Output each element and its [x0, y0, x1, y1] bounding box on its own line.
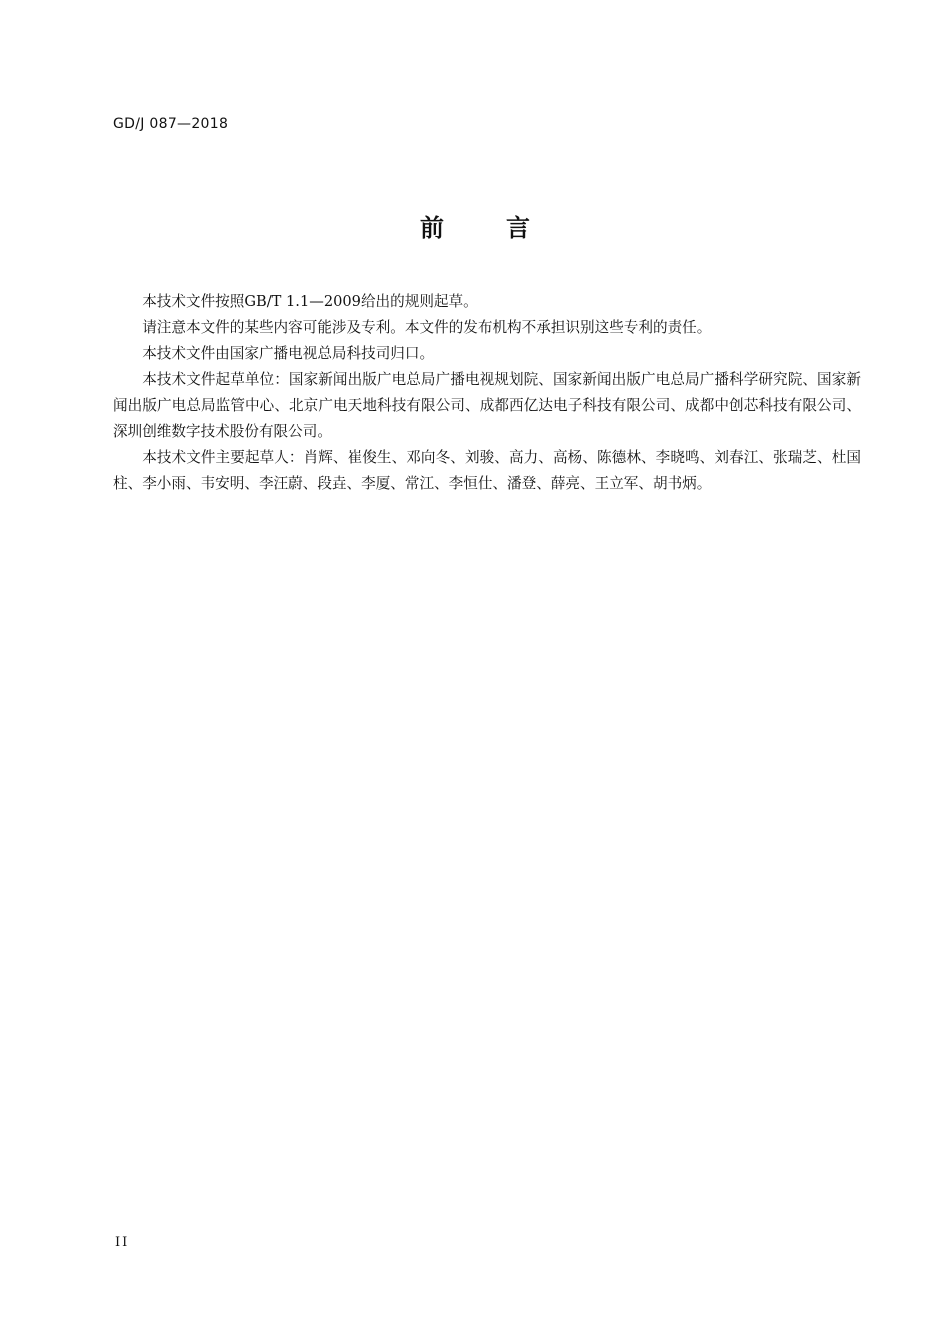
preface-body	[113, 289, 861, 497]
paragraph-patent-notice: 请注意本文件的某些内容可能涉及专利。本文件的发布机构不承担识别这些专利的责任。	[142, 319, 712, 336]
title-char-2: 言	[506, 214, 530, 242]
paragraph-drafting-units: 本技术文件起草单位：国家新闻出版广电总局广播电视规划院、国家新闻出版广电总局广播科学研究院、国家新闻出版广电总局监管中心、北京广电天地科技有限公司、成都西亿达电子科技有限公司、成都中创芯科技有限公司、深圳创维数字技术股份有限公司。	[113, 371, 861, 440]
document-code: GD/J 087—2018	[113, 116, 229, 132]
paragraph-drafting-rules: 本技术文件按照GB/T 1.1—2009给出的规则起草。	[142, 293, 478, 310]
paragraph-drafters: 本技术文件主要起草人：肖辉、崔俊生、邓向冬、刘骏、高力、高杨、陈德林、李晓鸣、刘春江、张瑞芝、杜国柱、李小雨、韦安明、李汪蔚、段垚、李厦、常江、李恒仕、潘登、薛亮、王立军、胡书炳。	[113, 449, 861, 492]
paragraph-responsible-dept: 本技术文件由国家广播电视总局科技司归口。	[142, 345, 435, 362]
page-number: II	[115, 1235, 130, 1250]
title-char-1: 前	[420, 214, 444, 242]
page-title	[0, 208, 950, 243]
